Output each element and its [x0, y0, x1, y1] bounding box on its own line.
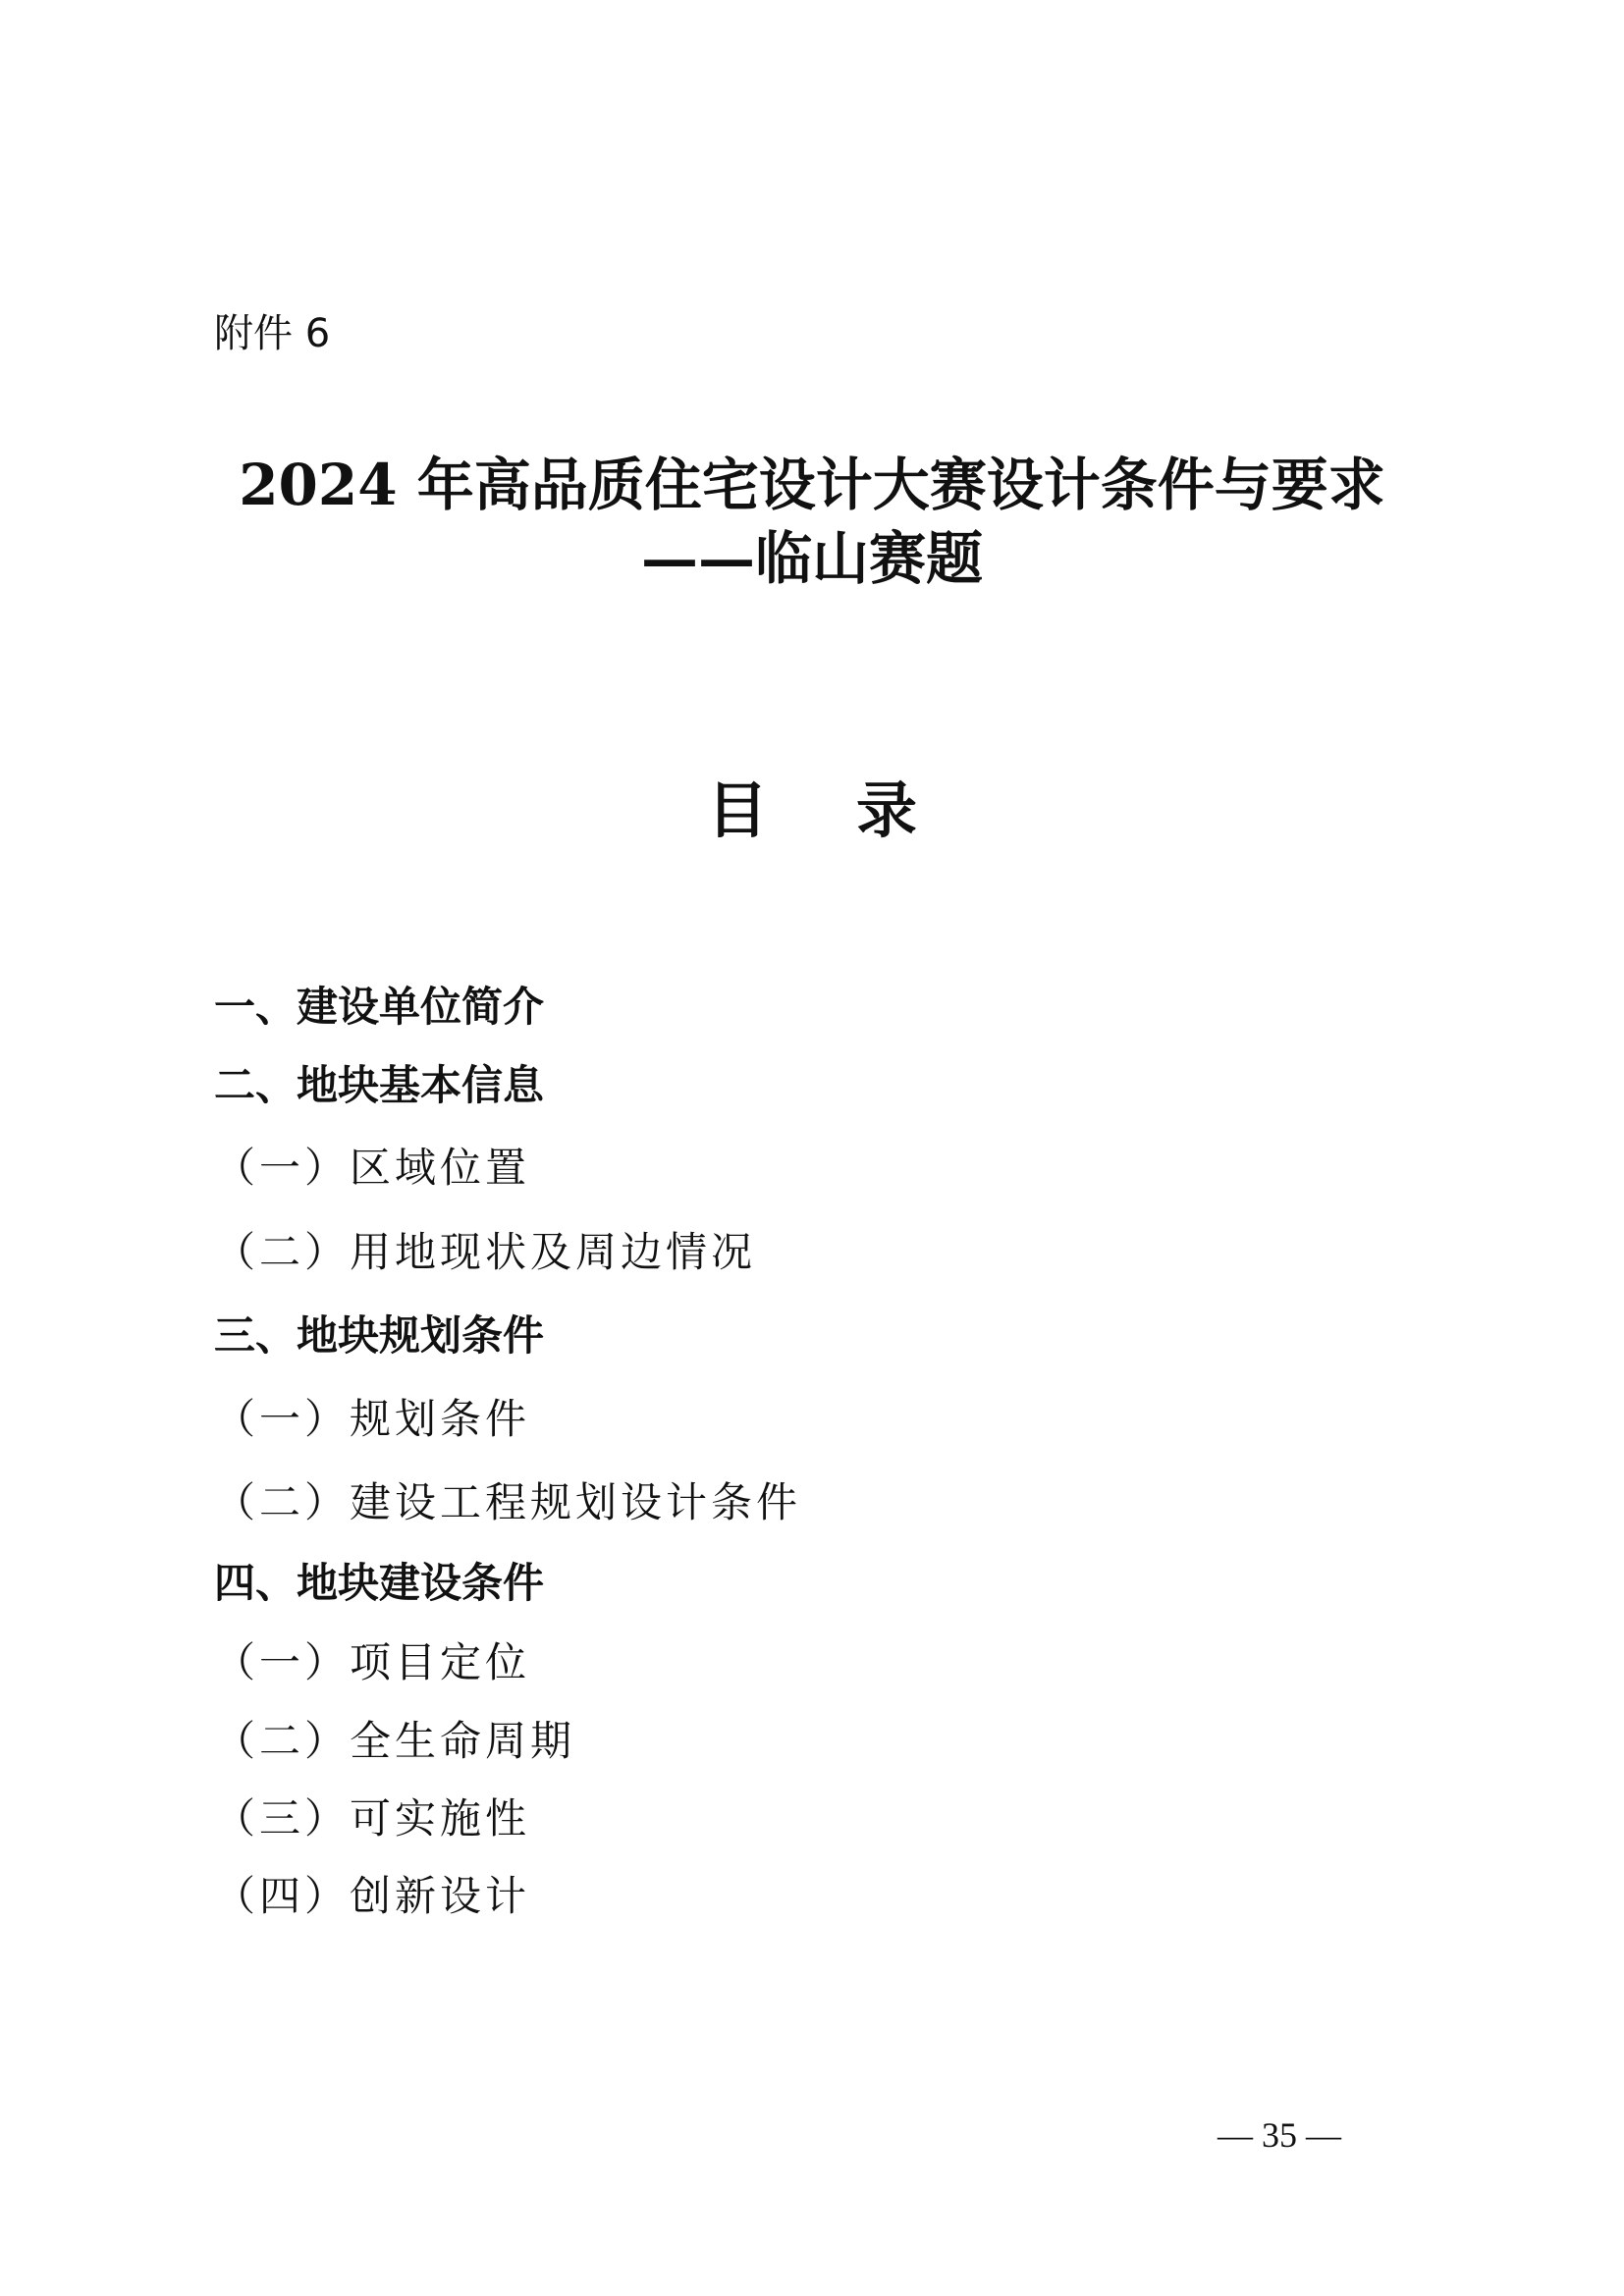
toc-heading: 目录 [706, 774, 1005, 846]
toc-item-section-4: 四、地块建设条件 [214, 1559, 545, 1607]
toc-item-section-3: 三、地块规划条件 [214, 1311, 545, 1360]
toc-item-section-2: 二、地块基本信息 [214, 1061, 545, 1109]
toc-item-section-4-2: （二）全生命周期 [214, 1717, 576, 1765]
toc-item-section-4-1: （一）项目定位 [214, 1638, 531, 1686]
toc-item-section-4-3: （三）可实施性 [214, 1794, 531, 1842]
toc-item-section-2-1: （一）区域位置 [214, 1144, 531, 1192]
toc-item-section-2-2: （二）用地现状及周边情况 [214, 1228, 757, 1276]
document-title-line-2: ——临山赛题 [640, 525, 983, 592]
document-title-line-1: 2024 年高品质住宅设计大赛设计条件与要求 [239, 452, 1385, 518]
page-number: — 35 — [1218, 2115, 1341, 2155]
toc-item-section-1: 一、建设单位简介 [214, 983, 545, 1031]
toc-item-section-4-4: （四）创新设计 [214, 1872, 531, 1920]
attachment-label: 附件 6 [214, 311, 331, 356]
toc-item-section-3-1: （一）规划条件 [214, 1395, 531, 1443]
toc-item-section-3-2: （二）建设工程规划设计条件 [214, 1478, 802, 1526]
